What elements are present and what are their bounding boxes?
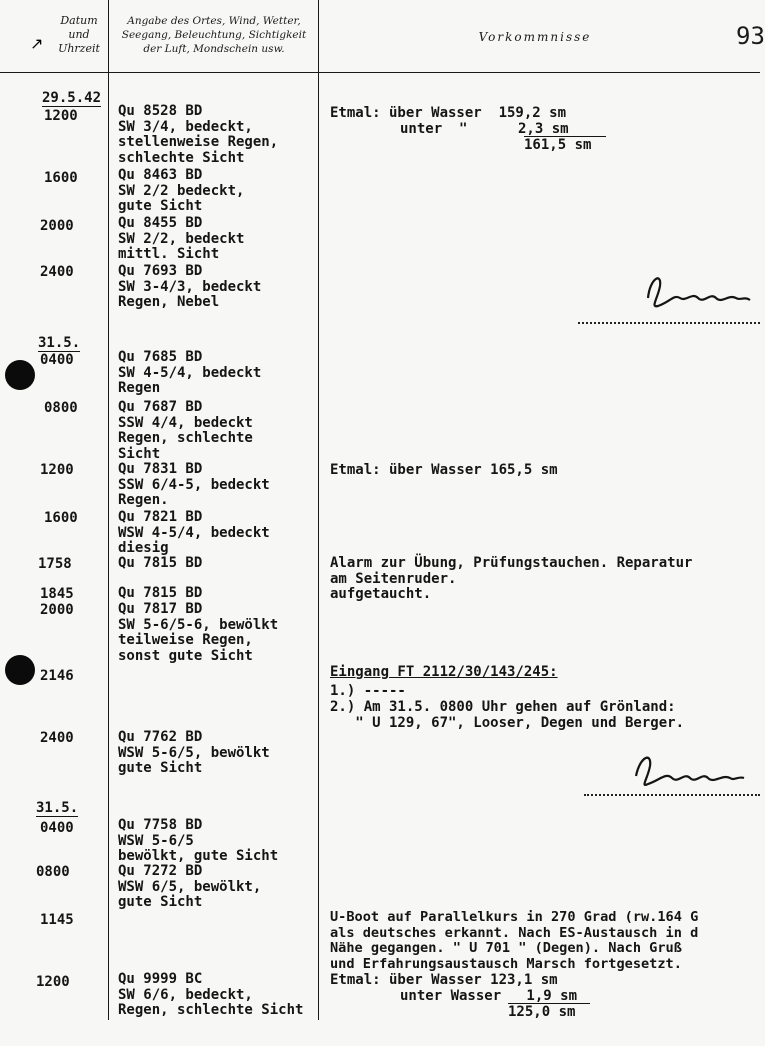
time-label: 1200 <box>40 462 74 478</box>
position-weather: Qu 7831 BD SSW 6/4-5, bedeckt Regen. <box>118 461 270 509</box>
radio-message-item: 1.) ----- <box>330 683 406 699</box>
etmal-entry: unter Wasser 1,9 sm <box>400 988 578 1004</box>
punch-hole <box>5 655 35 685</box>
time-label: 1845 <box>40 586 74 602</box>
position-weather: Qu 7762 BD WSW 5-6/5, bewölkt gute Sicht <box>118 729 270 777</box>
header-rule <box>0 72 760 73</box>
time-label: 2000 <box>40 602 74 618</box>
etmal-entry: Etmal: über Wasser 165,5 sm <box>330 462 558 478</box>
time-label: 0800 <box>36 864 70 880</box>
time-label: 2146 <box>40 668 74 684</box>
time-label: 0400 <box>40 352 74 368</box>
position-weather: Qu 7693 BD SW 3-4/3, bedeckt Regen, Nebel <box>118 263 262 311</box>
time-label: 2000 <box>40 218 74 234</box>
radio-message-heading: Eingang FT 2112/30/143/245: <box>330 664 558 680</box>
etmal-entry: unter " 2,3 sm <box>400 121 569 137</box>
page-number: 93 <box>736 22 765 50</box>
header-date: Datum und Uhrzeit <box>58 14 100 55</box>
arrow-mark: ↗ <box>30 34 44 53</box>
date-label: 31.5. <box>38 335 81 351</box>
day-separator <box>578 322 760 324</box>
radio-message-item: 2.) Am 31.5. 0800 Uhr gehen auf Grönland: " U 129, 67", Looser, Degen und Berger. <box>330 699 685 731</box>
time-label: 1758 <box>38 556 72 572</box>
column-divider-date <box>108 0 109 1020</box>
position-weather: Qu 9999 BC SW 6/6, bedeckt, Regen, schlechte Sicht <box>118 971 304 1019</box>
time-label: 2400 <box>40 730 74 746</box>
position-weather: Qu 7821 BD WSW 4-5/4, bedeckt diesig <box>118 509 270 557</box>
etmal-entry: Etmal: über Wasser 123,1 sm <box>330 972 558 988</box>
etmal-entry: Etmal: über Wasser 159,2 sm <box>330 105 567 121</box>
time-label: 1200 <box>36 974 70 990</box>
position-weather: Qu 7687 BD SSW 4/4, bedeckt Regen, schlechte Sicht <box>118 399 253 462</box>
position-weather: Qu 7758 BD WSW 5-6/5 bewölkt, gute Sicht <box>118 817 279 865</box>
etmal-total: 161,5 sm <box>524 137 592 153</box>
column-divider-place <box>318 0 319 1020</box>
signature <box>630 748 750 796</box>
header-place: Angabe des Ortes, Wind, Wetter, Seegang, Beleuchtung, Sichtigkeit der Luft, Mondschein usw. <box>121 15 307 55</box>
position-weather: Qu 7817 BD SW 5-6/5-6, bewölkt teilweise Regen, sonst gute Sicht <box>118 601 279 664</box>
time-label: 0800 <box>44 400 78 416</box>
date-label: 31.5. <box>36 800 79 816</box>
position-weather: Qu 7815 BD <box>118 585 203 601</box>
alarm-entry: Alarm zur Übung, Prüfungstauchen. Reparatur am Seitenruder. aufgetaucht. <box>330 555 693 603</box>
header-events: Vorkommnisse <box>478 30 592 44</box>
time-label: 1145 <box>40 912 74 928</box>
time-label: 0400 <box>40 820 74 836</box>
position-weather: Qu 8455 BD SW 2/2, bedeckt mittl. Sicht <box>118 215 245 263</box>
time-label: 2400 <box>40 264 74 280</box>
time-label: 1600 <box>44 510 78 526</box>
position-weather: Qu 8463 BD SW 2/2 bedeckt, gute Sicht <box>118 167 245 215</box>
position-weather: Qu 7815 BD <box>118 555 203 571</box>
date-label: 29.5.42 <box>42 90 102 106</box>
position-weather: Qu 8528 BD SW 3/4, bedeckt, stellenweise Regen, schlechte Sicht <box>118 103 279 166</box>
punch-hole <box>5 360 35 390</box>
time-label: 1200 <box>44 108 78 124</box>
position-weather: Qu 7272 BD WSW 6/5, bewölkt, gute Sicht <box>118 863 262 911</box>
etmal-total: 125,0 sm <box>508 1004 576 1020</box>
uboot-entry: U-Boot auf Parallelkurs in 270 Grad (rw.164 G als deutsches erkannt. Nach ES-Austausch in d Nähe gegangen. " U 701 " (Degen). Nach Gruß und Erfahrungsaustausch Marsch fortgesetzt. <box>330 909 699 972</box>
signature <box>640 268 760 316</box>
time-label: 1600 <box>44 170 78 186</box>
position-weather: Qu 7685 BD SW 4-5/4, bedeckt Regen <box>118 349 262 397</box>
